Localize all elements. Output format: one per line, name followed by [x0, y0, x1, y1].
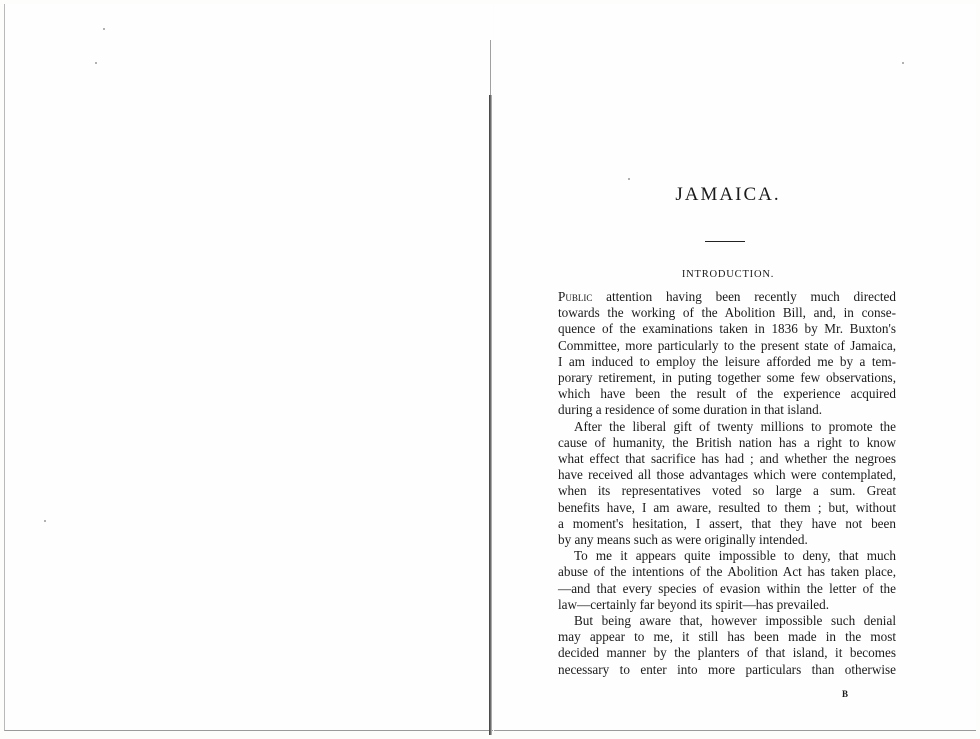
text-line: benefits have, I am aware, resulted to them ; but, without — [558, 499, 896, 515]
text-line: cause of humanity, the British nation has a right to know — [558, 434, 896, 450]
paper-speck — [95, 62, 97, 64]
text-line: law—certainly far beyond its spirit—has prevailed. — [558, 596, 829, 612]
drop-word: Public — [558, 289, 593, 304]
text-line: But being aware that, however impossible such denial — [574, 613, 896, 629]
paper-speck — [44, 520, 46, 522]
text-line: necessary to enter into more particulars than otherwise — [558, 661, 896, 677]
text-line: by any means such as were originally intended. — [558, 532, 808, 548]
title-rule — [705, 241, 745, 242]
text-line: After the liberal gift of twenty millions to promote the — [574, 418, 896, 434]
section-heading: INTRODUCTION. — [681, 269, 775, 280]
text-line: quence of the examinations taken in 1836 by Mr. Buxton's — [558, 321, 896, 337]
paper-speck — [628, 178, 630, 180]
text-line: towards the working of the Abolition Bill, and, in conse- — [558, 305, 896, 321]
gutter-line — [490, 40, 491, 95]
text-line: during a residence of some duration in that island. — [558, 402, 823, 418]
paper-speck — [103, 28, 105, 30]
text-line: —and that every species of evasion within the letter of the — [558, 580, 896, 596]
text-line: Public attention having been recently much directed — [558, 289, 896, 304]
left-page-blank — [4, 4, 493, 731]
text-line: Committee, more particularly to the present state of Jamaica, — [558, 337, 896, 353]
text-line: a moment's hesitation, I assert, that they have not been — [558, 515, 896, 531]
paper-speck — [902, 62, 904, 64]
text-line: may appear to me, it still has been made in the most — [558, 629, 896, 645]
book-gutter — [489, 95, 492, 735]
text-line: decided manner by the planters of that island, it becomes — [558, 645, 896, 661]
text-line: abuse of the intentions of the Abolition Act has taken place, — [558, 564, 896, 580]
text-line: what effect that sacrifice has had ; and whether the negroes — [558, 451, 896, 467]
text-line: To me it appears quite impossible to deny, that much — [574, 548, 896, 564]
text-line: porary retirement, in puting together some few observations, — [558, 370, 896, 386]
page-title: JAMAICA. — [675, 184, 781, 205]
text-line: which have been the result of the experience acquired — [558, 386, 896, 402]
text-line: I am induced to employ the leisure afforded me by a tem- — [558, 353, 896, 369]
text-line: when its representatives voted so large a sum. Great — [558, 483, 896, 499]
body-text — [558, 289, 896, 678]
signature-mark: B — [842, 689, 849, 699]
text-line: have received all those advantages which were contemplated, — [558, 467, 896, 483]
